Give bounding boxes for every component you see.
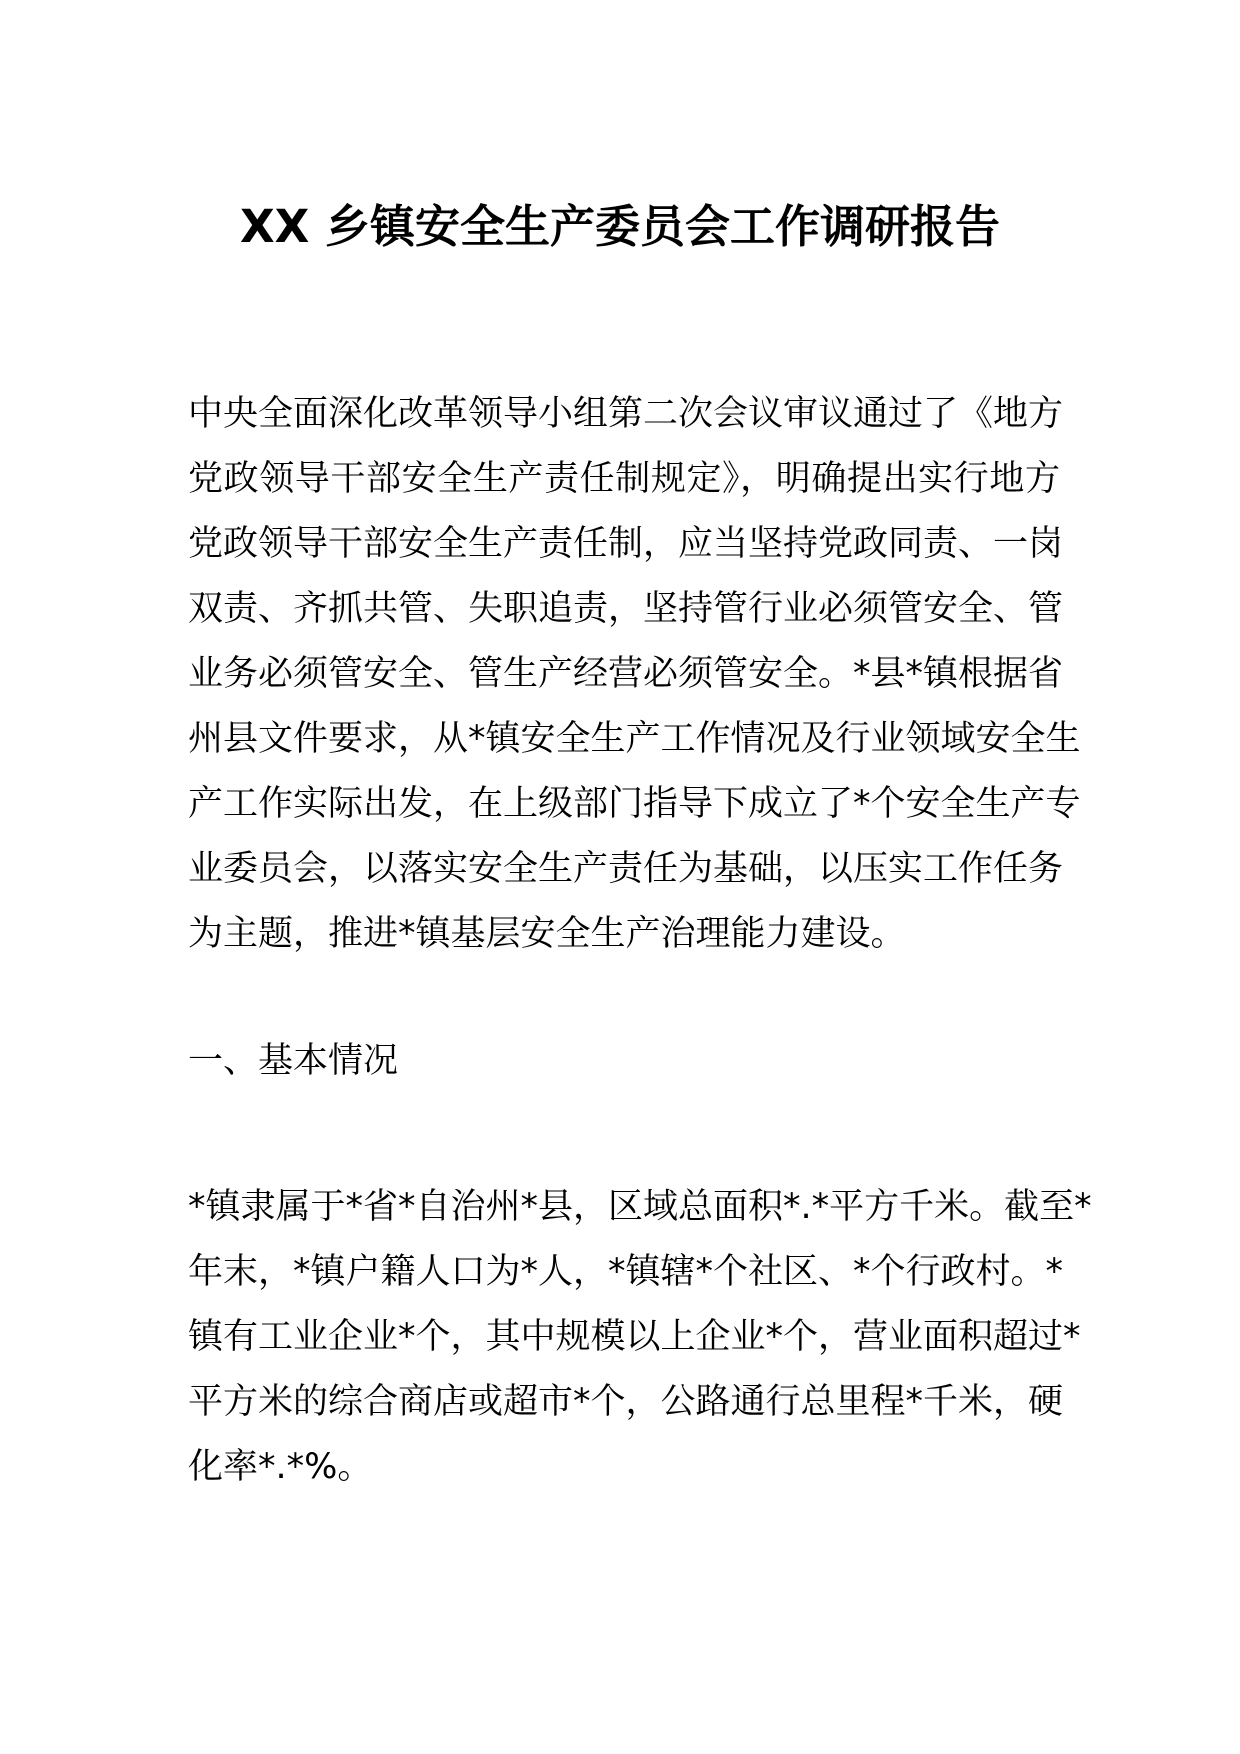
- intro-line: 党政领导干部安全生产责任制，应当坚持党政同责、一岗: [188, 524, 1064, 564]
- section-heading-text: 一、基本情况: [188, 1041, 399, 1081]
- intro-line: 产工作实际出发，在上级部门指导下成立了*个安全生产专: [188, 784, 1081, 824]
- intro-line: 州县文件要求，从*镇安全生产工作情况及行业领域安全生: [188, 719, 1081, 759]
- intro-paragraph: [188, 382, 1081, 967]
- basic-info-paragraph: [188, 1175, 1092, 1500]
- intro-line: 业务必须管安全、管生产经营必须管安全。*县*镇根据省: [188, 654, 1064, 694]
- section-heading: [188, 1029, 1060, 1094]
- document-title: XX 乡镇安全生产委员会工作调研报告: [239, 200, 1001, 253]
- basic-info-line: 年末，*镇户籍人口为*人，*镇辖*个社区、*个行政村。*: [188, 1252, 1064, 1292]
- intro-line: 党政领导干部安全生产责任制规定》，明确提出实行地方: [188, 459, 1060, 499]
- intro-line: 双责、齐抓共管、失职追责，坚持管行业必须管安全、管: [188, 589, 1064, 629]
- basic-info-line: 平方米的综合商店或超市*个，公路通行总里程*千米，硬: [188, 1382, 1064, 1422]
- intro-line: 中央全面深化改革领导小组第二次会议审议通过了《地方: [188, 394, 1064, 434]
- basic-info-line: 化率*.*%。: [188, 1447, 373, 1487]
- intro-line: 业委员会，以落实安全生产责任为基础，以压实工作任务: [188, 849, 1064, 889]
- basic-info-line: 镇有工业企业*个，其中规模以上企业*个，营业面积超过*: [188, 1317, 1081, 1357]
- basic-info-line: *镇隶属于*省*自治州*县，区域总面积*.*平方千米。截至*: [188, 1187, 1092, 1227]
- intro-line: 为主题，推进*镇基层安全生产治理能力建设。: [188, 914, 906, 954]
